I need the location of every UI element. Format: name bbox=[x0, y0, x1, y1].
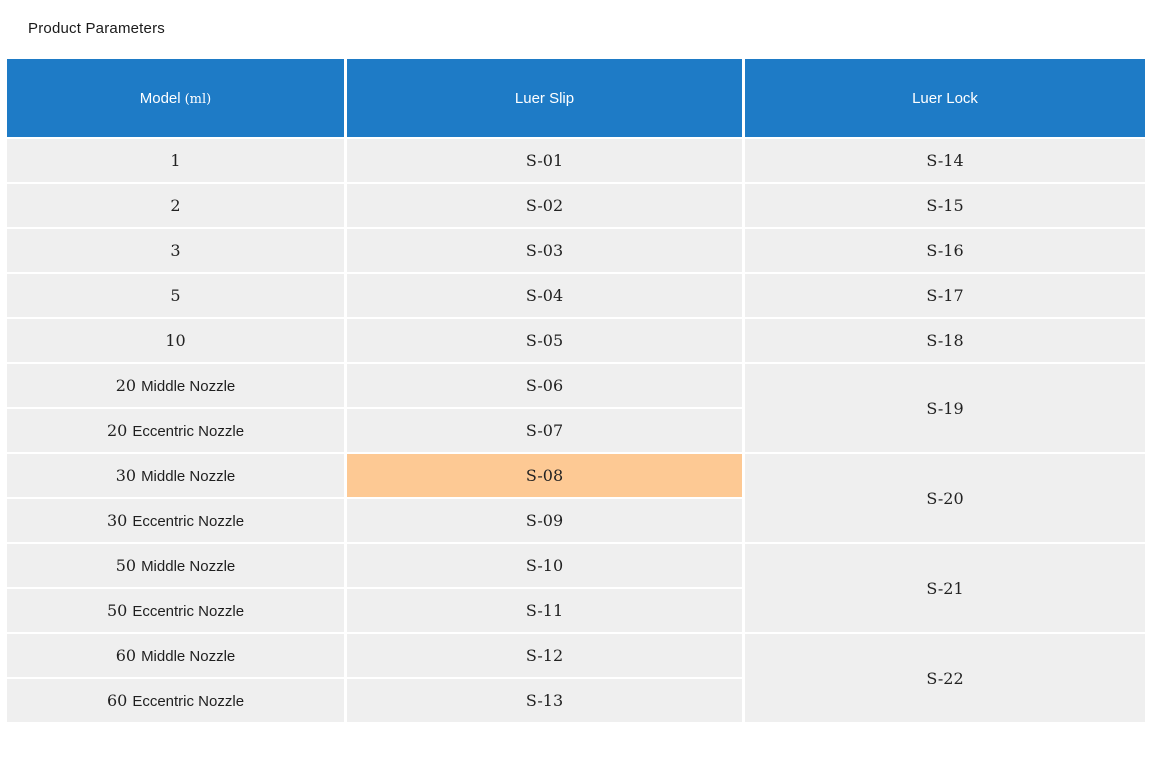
luer-slip-cell: S-10 bbox=[347, 544, 742, 587]
table-row bbox=[7, 139, 1145, 182]
model-cell bbox=[7, 184, 344, 227]
model-number: 50 bbox=[106, 600, 128, 620]
model-number: 2 bbox=[170, 195, 181, 215]
model-number: 60 bbox=[115, 645, 137, 665]
model-nozzle-label: Eccentric Nozzle bbox=[132, 602, 245, 620]
luer-slip-cell: S-02 bbox=[347, 184, 742, 227]
table-row bbox=[7, 544, 1145, 587]
model-number: 60 bbox=[106, 690, 128, 710]
luer-lock-cell: S-15 bbox=[745, 184, 1145, 227]
model-nozzle-label: Middle Nozzle bbox=[141, 467, 236, 485]
header-cell-model bbox=[7, 59, 344, 137]
model-number: 30 bbox=[106, 510, 128, 530]
luer-slip-cell: S-12 bbox=[347, 634, 742, 677]
model-number: 20 bbox=[106, 420, 128, 440]
luer-lock-cell: S-14 bbox=[745, 139, 1145, 182]
model-cell bbox=[7, 544, 344, 587]
table-row bbox=[7, 229, 1145, 272]
model-nozzle-label: Eccentric Nozzle bbox=[132, 692, 245, 710]
luer-slip-cell: S-07 bbox=[347, 409, 742, 452]
model-cell bbox=[7, 589, 344, 632]
model-number: 30 bbox=[115, 465, 137, 485]
model-cell bbox=[7, 319, 344, 362]
header-cell-luer-lock: Luer Lock bbox=[745, 59, 1145, 137]
table-row bbox=[7, 319, 1145, 362]
luer-slip-cell: S-05 bbox=[347, 319, 742, 362]
product-parameters-table bbox=[4, 57, 1148, 724]
luer-lock-cell: S-18 bbox=[745, 319, 1145, 362]
luer-slip-cell: S-09 bbox=[347, 499, 742, 542]
model-number: 50 bbox=[115, 555, 137, 575]
model-nozzle-label: Middle Nozzle bbox=[141, 557, 236, 575]
table-row bbox=[7, 634, 1145, 677]
luer-lock-cell-merged: S-19 bbox=[745, 364, 1145, 452]
luer-slip-cell: S-04 bbox=[347, 274, 742, 317]
luer-slip-cell: S-03 bbox=[347, 229, 742, 272]
model-unit-label: (ml) bbox=[184, 91, 212, 107]
luer-lock-cell-merged: S-22 bbox=[745, 634, 1145, 722]
model-number: 20 bbox=[115, 375, 137, 395]
model-cell bbox=[7, 499, 344, 542]
model-number: 5 bbox=[170, 285, 181, 305]
model-number: 3 bbox=[170, 240, 181, 260]
luer-lock-cell: S-16 bbox=[745, 229, 1145, 272]
model-cell bbox=[7, 634, 344, 677]
table-row bbox=[7, 364, 1145, 407]
model-cell bbox=[7, 679, 344, 722]
model-number: 1 bbox=[170, 150, 181, 170]
model-cell bbox=[7, 409, 344, 452]
header-row bbox=[7, 59, 1145, 137]
luer-lock-cell: S-17 bbox=[745, 274, 1145, 317]
model-number: 10 bbox=[165, 330, 186, 350]
table-row bbox=[7, 184, 1145, 227]
page-title: Product Parameters bbox=[28, 20, 165, 37]
model-cell bbox=[7, 229, 344, 272]
model-cell bbox=[7, 364, 344, 407]
header-cell-luer-slip: Luer Slip bbox=[347, 59, 742, 137]
model-nozzle-label: Eccentric Nozzle bbox=[132, 422, 245, 440]
model-cell bbox=[7, 454, 344, 497]
luer-slip-cell: S-11 bbox=[347, 589, 742, 632]
luer-slip-cell: S-13 bbox=[347, 679, 742, 722]
model-nozzle-label: Eccentric Nozzle bbox=[132, 512, 245, 530]
model-cell bbox=[7, 274, 344, 317]
model-nozzle-label: Middle Nozzle bbox=[141, 377, 236, 395]
table-row bbox=[7, 274, 1145, 317]
model-nozzle-label: Middle Nozzle bbox=[141, 647, 236, 665]
table-row bbox=[7, 454, 1145, 497]
luer-slip-cell-highlighted: S-08 bbox=[347, 454, 742, 497]
luer-lock-cell-merged: S-21 bbox=[745, 544, 1145, 632]
luer-lock-cell-merged: S-20 bbox=[745, 454, 1145, 542]
model-cell bbox=[7, 139, 344, 182]
model-header-label: Model bbox=[139, 89, 181, 107]
luer-slip-cell: S-01 bbox=[347, 139, 742, 182]
luer-slip-cell: S-06 bbox=[347, 364, 742, 407]
